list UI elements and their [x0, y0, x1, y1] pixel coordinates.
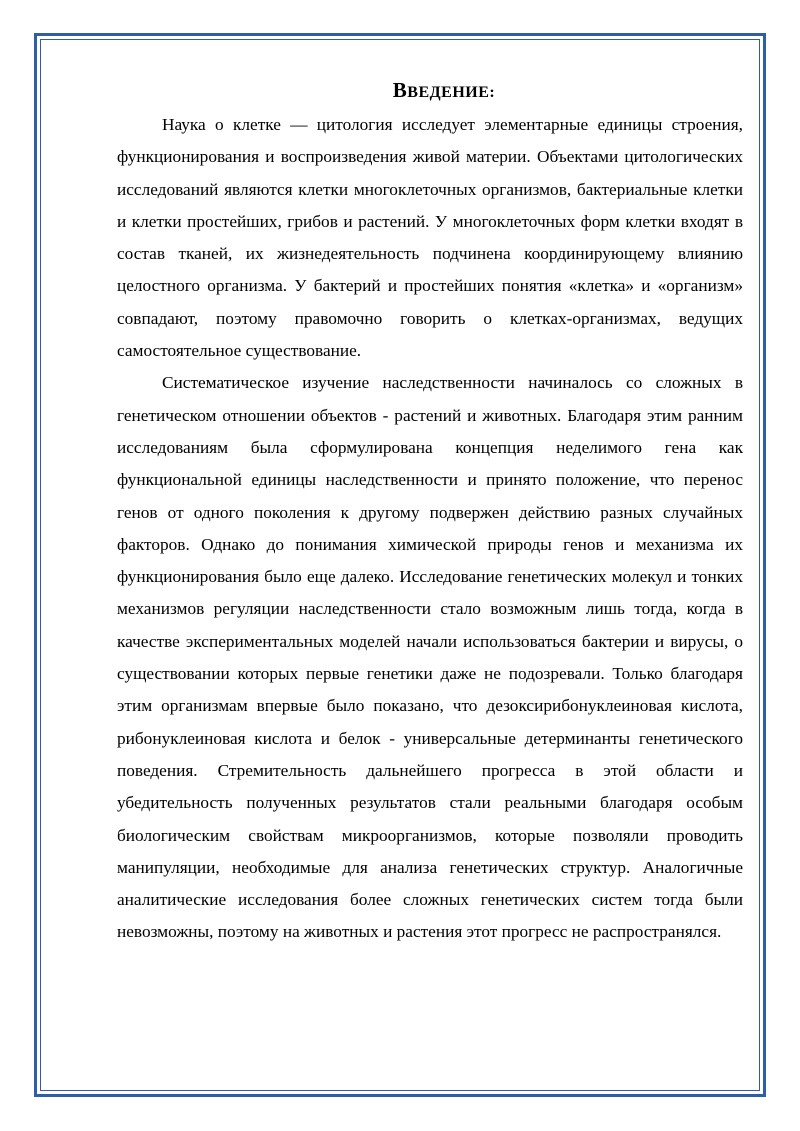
- document-title: [145, 76, 743, 107]
- paragraph-cytology: Наука о клетке — цитология исследует элементарные единицы строения, функционирования и воспроизведения живой материи. Объектами цитологических исследований являются клетки многоклеточных организмов, бактериальные клетки и клетки простейших, грибов и растений. У многоклеточных форм клетки входят в состав тканей, их жизнедеятельность подчинена координирующему влиянию целостного организма. У бактерий и простейших понятия «клетка» и «организм» совпадают, поэтому правомочно говорить о клетках-организмах, ведущих самостоятельное существование.: [117, 115, 743, 361]
- title-first-letter: В: [392, 78, 408, 102]
- title-rest: ВЕДЕНИЕ:: [407, 84, 496, 101]
- document-body: [117, 76, 743, 949]
- paragraph-heredity: Систематическое изучение наследственности начиналось со сложных в генетическом отношении объектов - растений и животных. Благодаря этим ранним исследованиям была сформулирована концепция неделимого гена как функциональной единицы наследственности и принято положение, что перенос генов от одного поколения к другому подвержен действию разных случайных факторов. Однако до понимания химической природы генов и механизма их функционирования было еще далеко. Исследование генетических молекул и тонких механизмов регуляции наследственности стало возможным лишь тогда, когда в качестве экспериментальных моделей начали использоваться бактерии и вирусы, о существовании которых первые генетики даже не подозревали. Только благодаря этим организмам впервые было показано, что дезоксирибонуклеиновая кислота, рибонуклеиновая кислота и белок - универсальные детерминанты генетического поведения. Стремительность дальнейшего прогресса в этой области и убедительность полученных результатов стали реальными благодаря особым биологическим свойствам микроорганизмов, которые позволяли проводить манипуляции, необходимые для анализа генетических структур. Аналогичные аналитические исследования более сложных генетических систем тогда были невозможны, поэтому на животных и растения этот прогресс не распространялся.: [117, 373, 743, 942]
